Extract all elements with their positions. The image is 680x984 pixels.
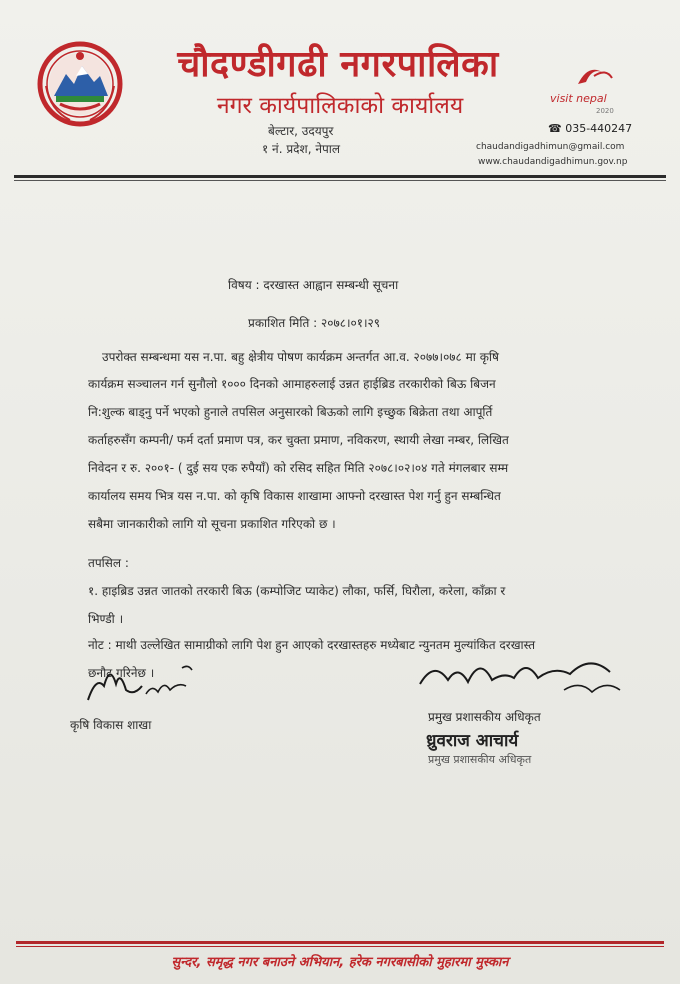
item-line: १. हाइब्रिड उन्नत जातको तरकारी बिऊ (कम्पोजिट प्याकेट) लौका, फर्सि, घिरौला, करेला, काँक्रा र — [88, 584, 506, 598]
website-link[interactable]: www.chaudandigadhimun.gov.np — [478, 157, 628, 167]
right-signature-name: ध्रुवराज आचार्य — [426, 731, 519, 751]
phone-number — [548, 122, 632, 135]
body-line: कार्यक्रम सञ्चालन गर्न सुनौलो १००० दिनको आमाहरुलाई उन्नत हाईब्रिड तरकारीको बिऊ बिजन — [88, 377, 496, 391]
right-signature-subtitle: प्रमुख प्रशासकीय अधिकृत — [428, 753, 532, 766]
visit-nepal-logo-icon — [548, 62, 628, 116]
note-line: नोट : माथी उल्लेखित सामाग्रीको लागि पेश हुन आएको दरखास्तहरु मध्येबाट न्युनतम मुल्यांकित दरखास्त — [88, 638, 536, 652]
address-line-2: १ नं. प्रदेश, नेपाल — [262, 142, 341, 156]
notice-subject: विषय : दरखास्त आह्वान सम्बन्धी सूचना — [228, 278, 399, 292]
footer-slogan: सुन्दर, समृद्ध नगर बनाउने अभियान, हरेक नगरबासीको मुहारमा मुस्कान — [171, 955, 509, 970]
body-line: निवेदन र रु. २००१- ( दुई सय एक रुपैयाँ) को रसिद सहित मिति २०७८।०२।०४ गते मंगलबार सम्म — [88, 461, 509, 475]
footer-divider — [16, 941, 664, 944]
body-line: कर्ताहरुसँग कम्पनी/ फर्म दर्ता प्रमाण पत्र, कर चुक्ता प्रमाण, नविकरण, स्थायी लेखा नम्बर, लिखित — [88, 433, 509, 447]
body-line: नि:शुल्क बाड्नु पर्ने भएको हुनाले तपसिल अनुसारको बिऊको लागि इच्छुक बिक्रेता तथा आपूर्ति — [88, 405, 493, 419]
email-address[interactable]: chaudandigadhimun@gmail.com — [476, 142, 625, 152]
body-line: कार्यालय समय भित्र यस न.पा. को कृषि विकास शाखामा आफ्नो दरखास्त पेश गर्नु हुन सम्बन्धित — [88, 489, 501, 503]
phone-value: 035-440247 — [565, 122, 633, 135]
header-divider — [14, 175, 666, 178]
right-signature-icon — [414, 650, 644, 706]
item-line: भिण्डी । — [88, 612, 124, 626]
tapsil-heading: तपसिल : — [88, 556, 129, 570]
left-signature-icon — [82, 656, 202, 712]
body-line: सबैमा जानकारीको लागि यो सूचना प्रकाशित गरिएको छ । — [88, 517, 336, 531]
visit-logo-text: visit nepal — [550, 92, 607, 105]
body-line: उपरोक्त सम्बन्धमा यस न.पा. बहु क्षेत्रीय पोषण कार्यक्रम अन्तर्गत आ.व. २०७७।०७८ मा कृषि — [102, 350, 499, 364]
visit-logo-year: 2020 — [596, 107, 614, 115]
left-signature-label: कृषि विकास शाखा — [70, 718, 152, 732]
org-name: चौदण्डीगढी नगरपालिका — [177, 44, 499, 85]
phone-icon: ☎ — [548, 122, 562, 135]
published-date: प्रकाशित मिति : २०७८।०१।२९ — [248, 316, 380, 330]
address-line-1: बेल्टार, उदयपुर — [268, 124, 334, 138]
municipality-emblem-icon — [36, 40, 124, 128]
header-divider-thin — [14, 180, 666, 181]
note-line: छनौट गरिनेछ । — [88, 666, 155, 680]
office-name: नगर कार्यपालिकाको कार्यालय — [216, 93, 464, 119]
footer-divider-thin — [16, 946, 664, 947]
right-signature-title: प्रमुख प्रशासकीय अधिकृत — [428, 710, 541, 724]
